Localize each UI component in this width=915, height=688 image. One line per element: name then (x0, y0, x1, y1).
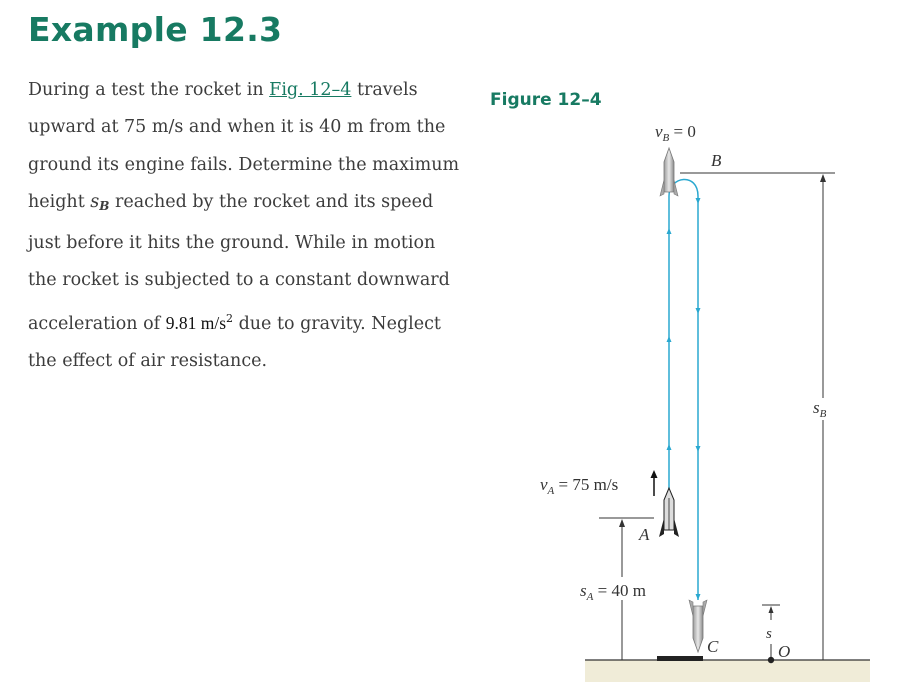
va-val: = 75 m/s (554, 475, 619, 494)
rocket-b-icon (660, 148, 678, 196)
vb-label (655, 122, 696, 144)
acceleration-exponent: 2 (226, 311, 234, 325)
sb-label (813, 398, 827, 420)
text-part-4: due to gravity. Neglect the effect of air resistance. (28, 313, 441, 371)
point-b-label: B (711, 151, 722, 170)
va-label (540, 475, 618, 497)
va-sub: A (547, 485, 555, 497)
va-var: v (540, 475, 548, 494)
down-arrow-3 (696, 446, 701, 452)
origin-label: O (778, 642, 791, 661)
up-arrow-1 (667, 228, 672, 234)
origin-point (768, 657, 774, 663)
example-title: Example 12.3 (28, 10, 283, 49)
figure-link[interactable]: Fig. 12–4 (269, 80, 352, 100)
sb-variable: s (90, 191, 100, 212)
trajectory (669, 179, 698, 600)
vb-val: = 0 (669, 122, 696, 141)
acceleration-value: 9.81 m/s (165, 312, 227, 333)
text-part-2: travels upward at 75 m/s and when it is 40 m from the ground its engine fails. Determine the maximum height (28, 80, 460, 212)
sa-sub: A (586, 591, 594, 603)
sa-arrowhead (619, 519, 625, 527)
down-arrow-1 (696, 198, 701, 204)
s-arrowhead (769, 606, 774, 613)
up-arrow-3 (667, 444, 672, 450)
sb-subscript: B (99, 198, 110, 213)
point-a-label: A (639, 525, 650, 544)
vb-var: v (655, 122, 663, 141)
s-label: s (766, 626, 772, 642)
rocket-c-icon (689, 600, 707, 652)
up-arrow-2 (667, 336, 672, 342)
ground (585, 660, 870, 682)
sa-var: s (580, 581, 587, 600)
sb-sub: B (819, 408, 827, 420)
down-arrow-2 (696, 308, 701, 314)
point-c-label: C (707, 637, 719, 656)
rocket-a-icon (659, 488, 679, 537)
vb-sub: B (662, 132, 670, 144)
sb-arrowhead (820, 174, 826, 182)
text-part-1: During a test the rocket in (28, 80, 270, 100)
direction-arrows (667, 198, 701, 600)
sa-val: = 40 m (593, 581, 646, 600)
sb-var: s (813, 398, 820, 417)
sa-label (580, 581, 646, 603)
launch-pad (657, 656, 703, 661)
figure-caption: Figure 12–4 (490, 90, 602, 110)
text-part-3: reached by the rocket and its speed just before it hits the ground. While in motion the rocket is subjected to a constant downward acceleration of (28, 191, 450, 334)
va-arrowhead (651, 470, 658, 478)
down-arrow-4 (696, 594, 701, 600)
